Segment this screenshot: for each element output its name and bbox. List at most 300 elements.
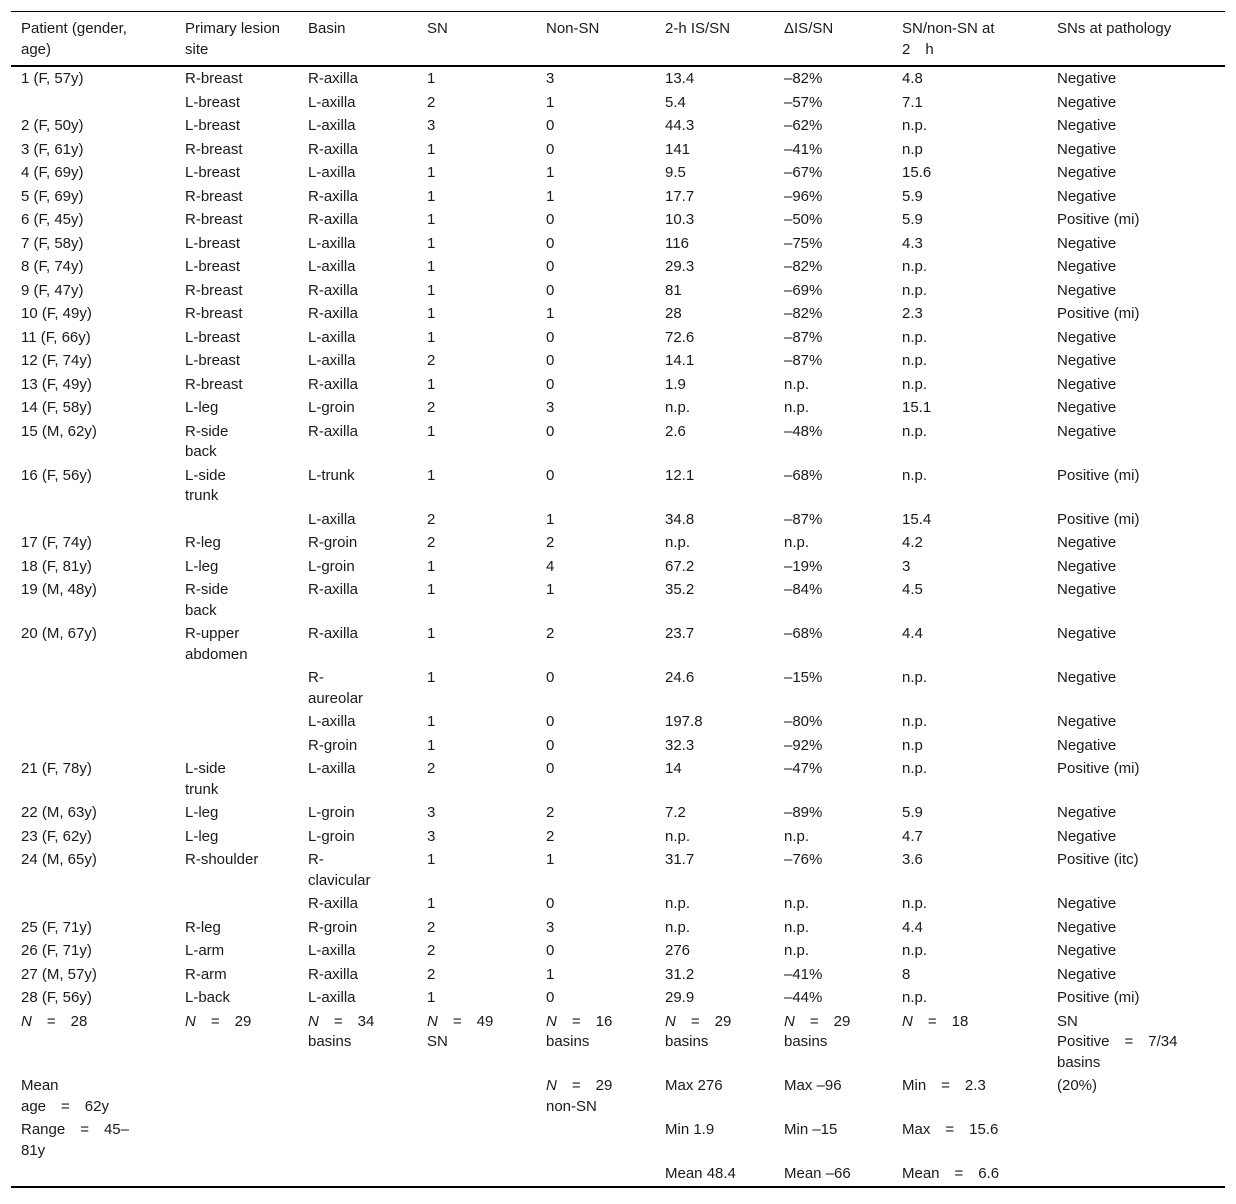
table-cell: 1 (546, 965, 555, 983)
table-cell: 1 (427, 736, 436, 754)
table-cell: 1 (F, 57y) (21, 70, 84, 87)
table-cell: –82% (784, 258, 823, 275)
table-cell: Negative (1057, 164, 1117, 181)
table-cell: 24 (M, 65y) (21, 851, 97, 868)
table-cell: 13 (F, 49y) (21, 375, 92, 393)
table-cell: n.p. (665, 918, 691, 936)
table-cell: R-axilla (308, 281, 359, 299)
table-cell: –82% (784, 70, 823, 87)
table-cell: 13.4 (665, 70, 695, 87)
table-cell: –76% (784, 851, 823, 868)
table-cell: R-axilla (308, 965, 359, 983)
table-cell (11, 91, 175, 115)
table-cell: Positive (mi) (1057, 760, 1140, 777)
table-cell: R-breast (185, 375, 243, 393)
table-cell: n.p. (902, 422, 928, 440)
table-cell: 2 (546, 625, 555, 642)
table-cell: 1 (546, 164, 555, 181)
table-cell: Negative (1057, 736, 1117, 754)
table-cell: 1 (427, 187, 436, 205)
table-cell: R-leg (185, 534, 221, 551)
table-cell: Positive (mi) (1057, 305, 1140, 322)
table-cell: 1 (427, 258, 436, 275)
table-cell (175, 1162, 298, 1187)
table-cell: 3.6 (902, 851, 923, 868)
table-cell: 2 (427, 534, 436, 551)
table-cell: R-axilla (308, 581, 359, 598)
table-row (11, 255, 1225, 279)
table-cell: L-leg (185, 399, 219, 416)
table-cell: 5.9 (902, 211, 923, 228)
table-cell: L-axilla (308, 989, 356, 1006)
table-cell: 7.1 (902, 93, 923, 111)
table-row (11, 91, 1225, 115)
table-cell: L-axilla (308, 328, 356, 346)
table-cell: –75% (784, 234, 823, 252)
table-cell: n.p. (902, 895, 928, 912)
table-cell: 2 (546, 534, 555, 551)
table-row (11, 531, 1225, 555)
table-cell: 0 (546, 989, 555, 1006)
table-cell: N = 34 basins (308, 1012, 375, 1050)
table-cell (175, 1074, 298, 1118)
table-cell: 24.6 (665, 669, 695, 686)
table-cell (417, 1162, 536, 1187)
table-row (11, 326, 1225, 350)
table-cell: 1 (427, 140, 436, 158)
table-cell: n.p. (784, 827, 810, 845)
table-cell: N = 29 basins (665, 1012, 732, 1050)
table-cell: 5.9 (902, 804, 923, 821)
table-cell: L-groin (308, 827, 355, 845)
table-cell: 7 (F, 58y) (21, 234, 84, 252)
table-cell: 2 (546, 827, 555, 845)
results-table (11, 11, 1225, 1188)
table-cell: n.p. (784, 942, 810, 959)
table-row (11, 161, 1225, 185)
table-cell: 0 (546, 422, 555, 440)
table-cell: 2 (427, 399, 436, 416)
table-cell: SN Positive = 7/34 basins (1057, 1012, 1178, 1071)
table-cell: 9 (F, 47y) (21, 281, 84, 299)
table-cell: 27 (M, 57y) (21, 965, 97, 983)
table-cell: n.p. (902, 352, 928, 369)
table-cell: 0 (546, 117, 555, 134)
table-cell: Max = 15.6 (902, 1121, 999, 1138)
table-cell: 4.5 (902, 581, 923, 598)
table-cell: R-axilla (308, 187, 359, 205)
table-cell: 3 (F, 61y) (21, 140, 84, 158)
table-cell (1047, 1118, 1225, 1162)
table-cell: Negative (1057, 93, 1117, 111)
table-cell: 12 (F, 74y) (21, 352, 92, 369)
summary-row (11, 1118, 1225, 1162)
table-cell: 0 (546, 140, 555, 158)
table-cell: L-axilla (308, 942, 356, 959)
table-cell: 1 (427, 713, 436, 730)
table-cell: 14 (665, 760, 682, 777)
table-cell: 9.5 (665, 164, 686, 181)
table-row (11, 114, 1225, 138)
table-cell: 31.7 (665, 851, 695, 868)
table-cell (11, 734, 175, 758)
table-cell: L-breast (185, 117, 241, 134)
table-cell: –44% (784, 989, 823, 1006)
table-cell: N = 29 non-SN (546, 1077, 613, 1115)
table-cell: 1 (546, 93, 555, 111)
table-cell: 4.4 (902, 918, 923, 936)
table-cell: R-groin (308, 534, 358, 551)
table-row (11, 801, 1225, 825)
table-cell: L-axilla (308, 93, 356, 111)
table-cell: 4.8 (902, 70, 923, 87)
table-cell: 3 (546, 399, 555, 416)
table-cell: R-arm (185, 965, 227, 983)
table-row (11, 666, 1225, 710)
column-header: Patient (gender, age) (21, 20, 127, 58)
table-cell: L-groin (308, 399, 355, 416)
table-cell: –87% (784, 328, 823, 346)
table-cell: 15.1 (902, 399, 932, 416)
table-cell: 28 (665, 305, 682, 322)
table-cell: Negative (1057, 713, 1117, 730)
table-cell: n.p. (665, 895, 691, 912)
table-cell: R-axilla (308, 375, 359, 393)
table-cell: 10.3 (665, 211, 695, 228)
table-cell: Min –15 (784, 1121, 838, 1138)
column-header: SN/non-SN at 2 h (902, 20, 995, 58)
table-cell (175, 734, 298, 758)
table-cell: 5.9 (902, 187, 923, 205)
table-cell: n.p. (902, 760, 928, 777)
table-cell: 0 (546, 713, 555, 730)
table-cell: R-leg (185, 918, 221, 936)
table-cell: Negative (1057, 965, 1117, 983)
table-cell: 7.2 (665, 804, 686, 821)
table-cell: Negative (1057, 942, 1117, 959)
table-cell: R-groin (308, 918, 358, 936)
table-cell: R-breast (185, 187, 243, 205)
results-table-container (11, 11, 1225, 1188)
table-cell: 4 (F, 69y) (21, 164, 84, 181)
table-cell: –15% (784, 669, 823, 686)
table-cell: 2 (427, 352, 436, 369)
table-cell (175, 1118, 298, 1162)
table-cell: n.p (902, 140, 923, 158)
table-cell: 1 (427, 234, 436, 252)
table-cell: 0 (546, 211, 555, 228)
table-cell: L-side trunk (185, 760, 226, 798)
table-row (11, 138, 1225, 162)
table-cell: Max 276 (665, 1077, 723, 1094)
table-cell: 2.6 (665, 422, 686, 440)
table-cell: 197.8 (665, 713, 703, 730)
summary-row (11, 1162, 1225, 1187)
table-cell: 3 (902, 557, 911, 575)
table-cell: R-breast (185, 305, 243, 322)
table-cell: Positive (mi) (1057, 466, 1140, 484)
table-cell: Mean 48.4 (665, 1165, 736, 1182)
table-cell: –47% (784, 760, 823, 777)
table-cell: 0 (546, 760, 555, 777)
table-cell: 1.9 (665, 375, 686, 393)
table-cell: Negative (1057, 375, 1117, 393)
table-cell: n.p. (784, 918, 810, 936)
table-cell (175, 666, 298, 710)
table-cell: L-breast (185, 164, 241, 181)
table-row (11, 555, 1225, 579)
table-cell: 1 (427, 466, 436, 484)
table-cell: n.p. (784, 399, 810, 416)
table-cell: 16 (F, 56y) (21, 466, 92, 484)
table-cell: Positive (itc) (1057, 851, 1139, 868)
table-cell: 23.7 (665, 625, 695, 642)
column-header: Primary lesion site (185, 20, 281, 58)
table-cell: Negative (1057, 918, 1117, 936)
table-cell: Negative (1057, 281, 1117, 299)
table-cell: 0 (546, 466, 555, 484)
table-cell (298, 1074, 417, 1118)
table-cell: 4.3 (902, 234, 923, 252)
table-cell: L-side trunk (185, 466, 226, 504)
table-cell: R-breast (185, 281, 243, 299)
table-cell: –87% (784, 352, 823, 369)
table-cell: n.p. (665, 534, 691, 551)
table-row (11, 185, 1225, 209)
table-cell: L-axilla (308, 352, 356, 369)
table-cell: 1 (546, 581, 555, 598)
table-cell: n.p. (665, 827, 691, 845)
table-cell: 14.1 (665, 352, 695, 369)
table-cell: L-groin (308, 557, 355, 575)
table-cell: Negative (1057, 534, 1117, 551)
table-cell: R-side back (185, 581, 229, 619)
table-cell: 1 (546, 510, 555, 528)
table-row (11, 734, 1225, 758)
table-cell: 21 (F, 78y) (21, 760, 92, 777)
table-cell: Negative (1057, 399, 1117, 416)
table-cell: 67.2 (665, 557, 695, 575)
table-cell: R-axilla (308, 305, 359, 322)
summary-row (11, 1010, 1225, 1075)
table-cell: L-breast (185, 234, 241, 252)
table-cell: L-axilla (308, 117, 356, 134)
table-cell: 1 (546, 305, 555, 322)
table-cell: L-axilla (308, 234, 356, 252)
table-cell: n.p. (784, 375, 810, 393)
table-cell: –41% (784, 140, 823, 158)
table-cell: 4 (546, 557, 555, 575)
table-cell: Positive (mi) (1057, 989, 1140, 1006)
table-cell: 4.7 (902, 827, 923, 845)
table-cell: n.p. (902, 466, 928, 484)
table-row (11, 66, 1225, 91)
column-header: SN (427, 20, 448, 37)
table-row (11, 349, 1225, 373)
table-cell: –96% (784, 187, 823, 205)
table-cell: n.p (902, 736, 923, 754)
table-cell: 0 (546, 258, 555, 275)
table-cell (417, 1074, 536, 1118)
table-cell: 28 (F, 56y) (21, 989, 92, 1006)
table-cell: n.p. (902, 258, 928, 275)
table-cell: Negative (1057, 352, 1117, 369)
table-row (11, 464, 1225, 508)
table-cell: 1 (546, 187, 555, 205)
table-cell: 3 (427, 804, 436, 821)
table-row (11, 373, 1225, 397)
table-cell: 1 (427, 422, 436, 440)
table-cell: n.p. (902, 713, 928, 730)
table-cell: 1 (427, 557, 436, 575)
table-cell: R-axilla (308, 422, 359, 440)
table-cell: 0 (546, 669, 555, 686)
table-cell: Negative (1057, 140, 1117, 158)
table-cell: –84% (784, 581, 823, 598)
table-cell: –82% (784, 305, 823, 322)
table-cell: R-groin (308, 736, 358, 754)
table-cell: 4.2 (902, 534, 923, 551)
table-cell: 141 (665, 140, 691, 158)
table-cell: R-shoulder (185, 851, 259, 868)
table-cell: –48% (784, 422, 823, 440)
summary-row (11, 1074, 1225, 1118)
table-cell: 2 (427, 760, 436, 777)
table-cell: Mean –66 (784, 1165, 851, 1182)
table-cell: 29.9 (665, 989, 695, 1006)
table-cell: n.p. (784, 534, 810, 551)
table-cell: 1 (427, 851, 436, 868)
table-cell: 11 (F, 66y) (21, 328, 91, 346)
table-cell: n.p. (902, 281, 928, 299)
table-cell: 34.8 (665, 510, 695, 528)
table-cell: Min 1.9 (665, 1121, 715, 1138)
table-cell: Negative (1057, 669, 1117, 686)
table-cell: L-breast (185, 328, 241, 346)
table-cell: n.p. (902, 117, 928, 134)
table-row (11, 916, 1225, 940)
table-cell: 0 (546, 375, 555, 393)
table-cell: Negative (1057, 804, 1117, 821)
table-cell: –50% (784, 211, 823, 228)
table-cell (417, 1118, 536, 1162)
table-cell: Positive (mi) (1057, 510, 1140, 528)
table-cell: 44.3 (665, 117, 695, 134)
table-cell: 2 (427, 93, 436, 111)
table-cell: 2 (427, 965, 436, 983)
table-cell: R-upper abdomen (185, 625, 248, 663)
table-cell: 1 (427, 211, 436, 228)
column-header: Non-SN (546, 20, 600, 37)
table-cell: Negative (1057, 581, 1117, 598)
table-cell: 0 (546, 281, 555, 299)
table-cell: R-breast (185, 211, 243, 228)
table-cell: L-groin (308, 804, 355, 821)
table-cell: 17 (F, 74y) (21, 534, 92, 551)
column-header: 2-h IS/SN (665, 20, 731, 37)
table-cell: 20 (M, 67y) (21, 625, 97, 642)
table-cell: n.p. (902, 942, 928, 959)
table-cell: 1 (546, 851, 555, 868)
table-cell: Negative (1057, 895, 1117, 912)
table-cell: 12.1 (665, 466, 695, 484)
table-cell: n.p. (665, 399, 691, 416)
table-row (11, 208, 1225, 232)
table-cell: N = 29 basins (784, 1012, 851, 1050)
table-cell: 14 (F, 58y) (21, 399, 92, 416)
table-cell: 4.4 (902, 625, 923, 642)
table-cell: n.p. (902, 989, 928, 1006)
table-cell: N = 49 SN (427, 1012, 494, 1050)
table-cell: R- clavicular (308, 851, 371, 889)
table-cell: –67% (784, 164, 823, 181)
table-cell: 81 (665, 281, 682, 299)
table-cell: Negative (1057, 422, 1117, 440)
table-cell: 0 (546, 328, 555, 346)
table-cell: 10 (F, 49y) (21, 305, 92, 322)
table-cell: L-breast (185, 352, 241, 369)
table-cell: Negative (1057, 70, 1117, 87)
table-cell: 15 (M, 62y) (21, 422, 97, 440)
table-cell: Negative (1057, 827, 1117, 845)
table-row (11, 939, 1225, 963)
table-row (11, 757, 1225, 801)
table-cell: R-breast (185, 70, 243, 87)
table-cell: L-axilla (308, 510, 356, 528)
table-cell: Min = 2.3 (902, 1077, 986, 1094)
table-cell: 17.7 (665, 187, 695, 205)
table-cell: 31.2 (665, 965, 695, 983)
table-cell: –41% (784, 965, 823, 983)
table-cell: 1 (427, 70, 436, 87)
table-row (11, 279, 1225, 303)
table-cell (536, 1118, 655, 1162)
table-cell: L-leg (185, 827, 219, 845)
table-cell: 3 (546, 70, 555, 87)
table-cell: L-arm (185, 942, 225, 959)
table-cell: Negative (1057, 258, 1117, 275)
table-cell: 23 (F, 62y) (21, 827, 92, 845)
table-cell (1047, 1162, 1225, 1187)
table-cell: Negative (1057, 328, 1117, 346)
table-cell (11, 1162, 175, 1187)
table-cell: –69% (784, 281, 823, 299)
table-cell: 22 (M, 63y) (21, 804, 97, 821)
table-cell: –68% (784, 466, 823, 484)
table-cell: 1 (427, 375, 436, 393)
table-cell: –57% (784, 93, 823, 111)
table-cell: Positive (mi) (1057, 211, 1140, 228)
table-cell: Negative (1057, 117, 1117, 134)
table-cell: 2 (427, 510, 436, 528)
table-cell: 15.6 (902, 164, 932, 181)
table-cell: L-axilla (308, 760, 356, 777)
table-cell: R-breast (185, 140, 243, 158)
table-cell: 1 (427, 581, 436, 598)
table-cell (175, 710, 298, 734)
table-cell: 1 (427, 895, 436, 912)
table-cell: Negative (1057, 625, 1117, 642)
table-cell: –89% (784, 804, 823, 821)
table-cell: 18 (F, 81y) (21, 557, 92, 575)
table-cell: L-breast (185, 93, 241, 111)
table-cell: 26 (F, 71y) (21, 942, 92, 959)
table-cell: –19% (784, 557, 823, 575)
table-cell: 1 (427, 305, 436, 322)
table-cell: N = 18 (902, 1012, 969, 1030)
table-cell: R- aureolar (308, 669, 364, 707)
table-cell: 19 (M, 48y) (21, 581, 97, 598)
